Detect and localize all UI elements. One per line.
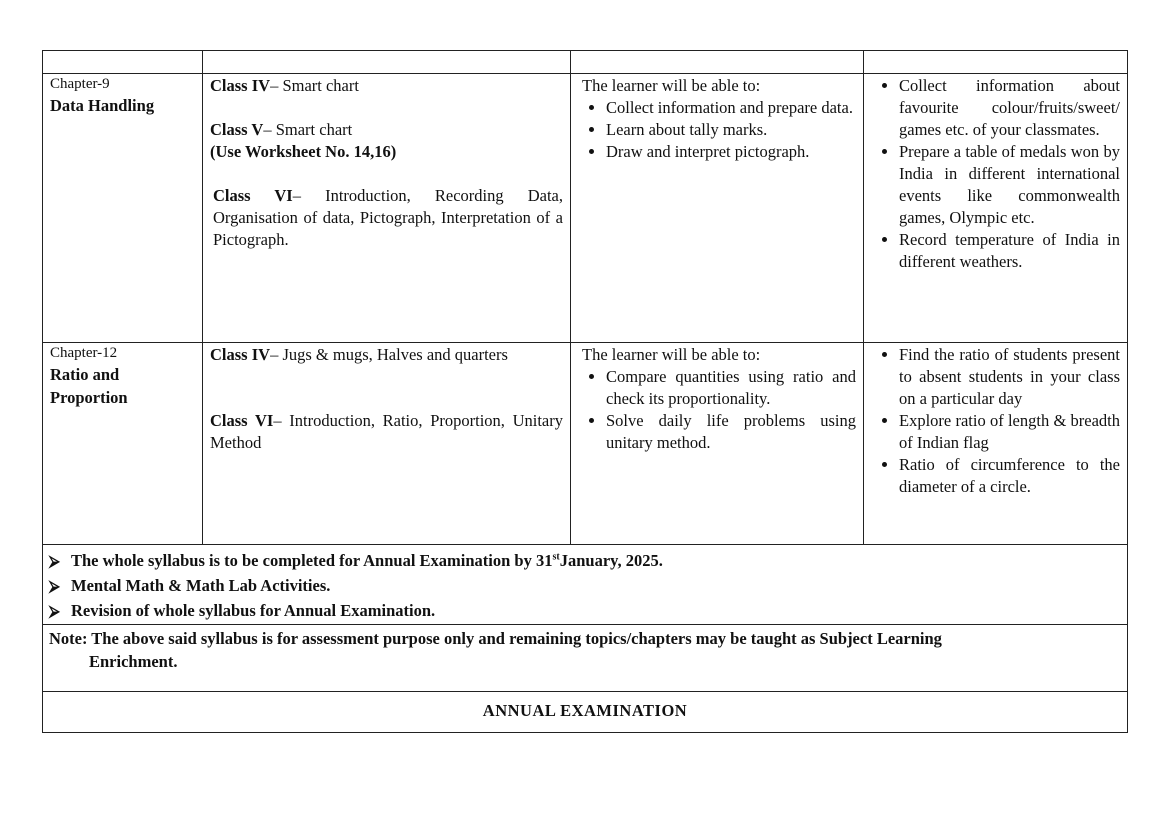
- class-topics: – Introduction, Recording Data, Organisation of data, Pictograph, Interpretation of a Pictograph.: [213, 186, 563, 249]
- list-item: • Find the ratio of students present to absent students in your class on a particular day: [899, 344, 1120, 410]
- class-vi-line: [210, 410, 563, 454]
- list-item: • Solve daily life problems using unitary method.: [606, 410, 856, 454]
- chapter-name: Data Handling: [50, 96, 155, 115]
- content-cell: [203, 343, 571, 545]
- class-topics: – Jugs & mugs, Halves and quarters: [270, 345, 508, 364]
- class-label: Class V: [210, 120, 264, 139]
- activities-list: [871, 75, 1120, 273]
- exam-row: [43, 692, 1128, 733]
- chapter-name: Ratio and Proportion: [50, 365, 128, 407]
- worksheet-note: (Use Worksheet No. 14,16): [210, 142, 397, 161]
- chapter-cell: [43, 343, 203, 545]
- outcomes-intro: The learner will be able to:: [582, 345, 761, 364]
- syllabus-table: [42, 50, 1128, 733]
- note-text-continued: Enrichment.: [89, 652, 178, 671]
- class-topics: – Smart chart: [263, 120, 353, 139]
- notes-row: [43, 545, 1128, 625]
- list-item: • Prepare a table of medals won by India in different international events like commonwealth games, Olympic etc.: [899, 141, 1120, 229]
- notes-cell: [43, 545, 1128, 625]
- outcomes-cell: [571, 343, 864, 545]
- exam-heading: ANNUAL EXAMINATION: [43, 692, 1128, 733]
- chapter-number: Chapter-12: [50, 345, 118, 361]
- blank-cell: [203, 51, 571, 74]
- list-item: • Explore ratio of length & breadth of Indian flag: [899, 410, 1120, 454]
- list-item: • Collect information and prepare data.: [606, 97, 856, 119]
- outcomes-list: [578, 97, 856, 163]
- note-line: ⮚ Mental Math & Math Lab Activities.: [49, 574, 1121, 599]
- blank-header-row: [43, 51, 1128, 74]
- note-line: ⮚ Revision of whole syllabus for Annual Examination.: [49, 599, 1121, 624]
- list-item: • Learn about tally marks.: [606, 119, 856, 141]
- chapter-row: [43, 74, 1128, 343]
- outcomes-intro: The learner will be able to:: [582, 76, 761, 95]
- class-label: Class VI: [210, 411, 274, 430]
- content-cell: [203, 74, 571, 343]
- list-item: • Collect information about favourite colour/fruits/sweet/ games etc. of your classmates.: [899, 75, 1120, 141]
- note-row: [43, 625, 1128, 692]
- class-vi-line: [210, 185, 563, 251]
- list-item: • Compare quantities using ratio and check its proportionality.: [606, 366, 856, 410]
- class-label: Class IV: [210, 345, 271, 364]
- chapter-cell: [43, 74, 203, 343]
- class-topics: – Smart chart: [270, 76, 359, 95]
- class-iv-line: [210, 75, 563, 97]
- class-topics: – Introduction, Ratio, Proportion, Unitary Method: [210, 411, 563, 452]
- arrow-bullet-icon: ⮚: [49, 604, 60, 620]
- note-line: ⮚ The whole syllabus is to be completed for Annual Examination by 31stJanuary, 2025.: [49, 549, 1121, 574]
- blank-cell: [571, 51, 864, 74]
- activities-list: [871, 344, 1120, 498]
- list-item: • Draw and interpret pictograph.: [606, 141, 856, 163]
- activities-cell: [864, 343, 1128, 545]
- class-v-line: [210, 119, 563, 141]
- blank-cell: [864, 51, 1128, 74]
- class-label: Class IV: [210, 76, 271, 95]
- chapter-number: Chapter-9: [50, 76, 110, 92]
- note-text: Note: The above said syllabus is for assessment purpose only and remaining topics/chapters may be taught as Subject Learning: [49, 629, 942, 648]
- list-item: • Ratio of circumference to the diameter of a circle.: [899, 454, 1120, 498]
- chapter-row: [43, 343, 1128, 545]
- arrow-bullet-icon: ⮚: [49, 579, 60, 595]
- class-label: Class VI: [213, 186, 293, 205]
- activities-cell: [864, 74, 1128, 343]
- arrow-bullet-icon: ⮚: [49, 554, 60, 570]
- blank-cell: [43, 51, 203, 74]
- note-cell: [43, 625, 1128, 692]
- outcomes-list: [578, 366, 856, 454]
- outcomes-cell: [571, 74, 864, 343]
- class-iv-line: [210, 344, 563, 366]
- list-item: • Record temperature of India in different weathers.: [899, 229, 1120, 273]
